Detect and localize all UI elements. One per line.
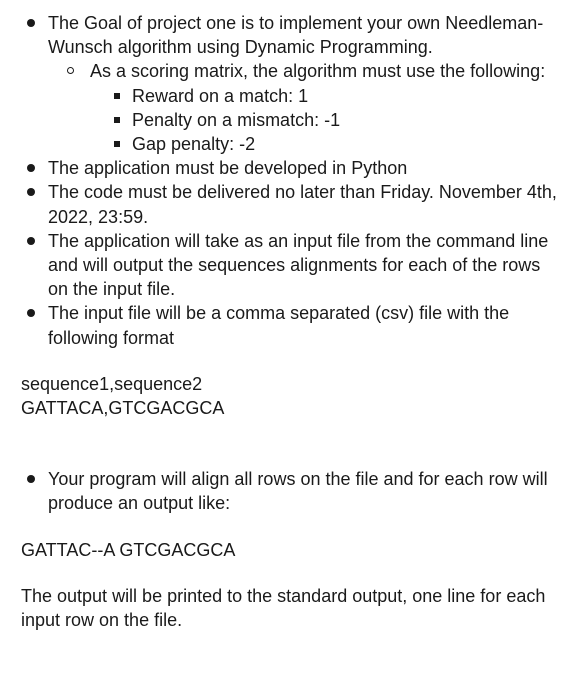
scoring-item-text: Penalty on a mismatch: -1 [132,109,341,130]
bullet-goal [0,11,578,59]
csv-example-row: GATTACA,GTCGACGCA [21,398,225,419]
bullet-python-text: The application must be developed in Python [48,158,408,179]
bullet-disc-icon [27,237,35,245]
scoring-item-mismatch [0,108,578,132]
bullet-csv-format-text: The input file will be a comma separated (csv) file with the following format [48,303,510,348]
bullet-square-icon [114,93,120,99]
bullet-goal-text: The Goal of project one is to implement your own Needleman-Wunsch algorithm using Dynamic Programming. [48,13,544,58]
bullet-disc-icon [27,309,35,317]
scoring-item-text: Gap penalty: -2 [132,134,256,155]
output-example: GATTAC--A GTCGACGCA [21,539,236,560]
bullet-square-icon [114,117,120,123]
bullet-deadline [0,180,578,228]
sub-bullet-scoring [0,59,578,83]
spacer [0,350,578,372]
bullet-square-icon [114,141,120,147]
bullet-python [0,156,578,180]
bullet-csv-format [0,301,578,349]
scoring-item-text: Reward on a match: 1 [132,85,309,106]
bullet-disc-icon [27,164,35,172]
csv-example-header: sequence1,sequence2 [21,373,203,394]
bullet-circle-icon [67,67,74,74]
bullet-output-text: Your program will align all rows on the file and for each row will produce an output like: [48,469,548,514]
bullet-disc-icon [27,475,35,483]
bullet-input-output [0,229,578,302]
document-page [0,11,578,632]
bullet-deadline-text: The code must be delivered no later than Friday. November 4th, 2022, 23:59. [48,182,557,227]
closing-paragraph: The output will be printed to the standard output, one line for each input row on the file. [21,585,546,631]
scoring-item-gap [0,132,578,156]
scoring-item-match [0,84,578,108]
spacer [0,420,578,467]
bullet-output [0,467,578,515]
bullet-disc-icon [27,188,35,196]
sub-bullet-scoring-text: As a scoring matrix, the algorithm must use the following: [90,61,546,82]
spacer [0,562,578,584]
bullet-disc-icon [27,19,35,27]
spacer [0,516,578,538]
bullet-input-output-text: The application will take as an input file from the command line and will output the sequences alignments for each of the rows on the input file. [48,230,549,300]
